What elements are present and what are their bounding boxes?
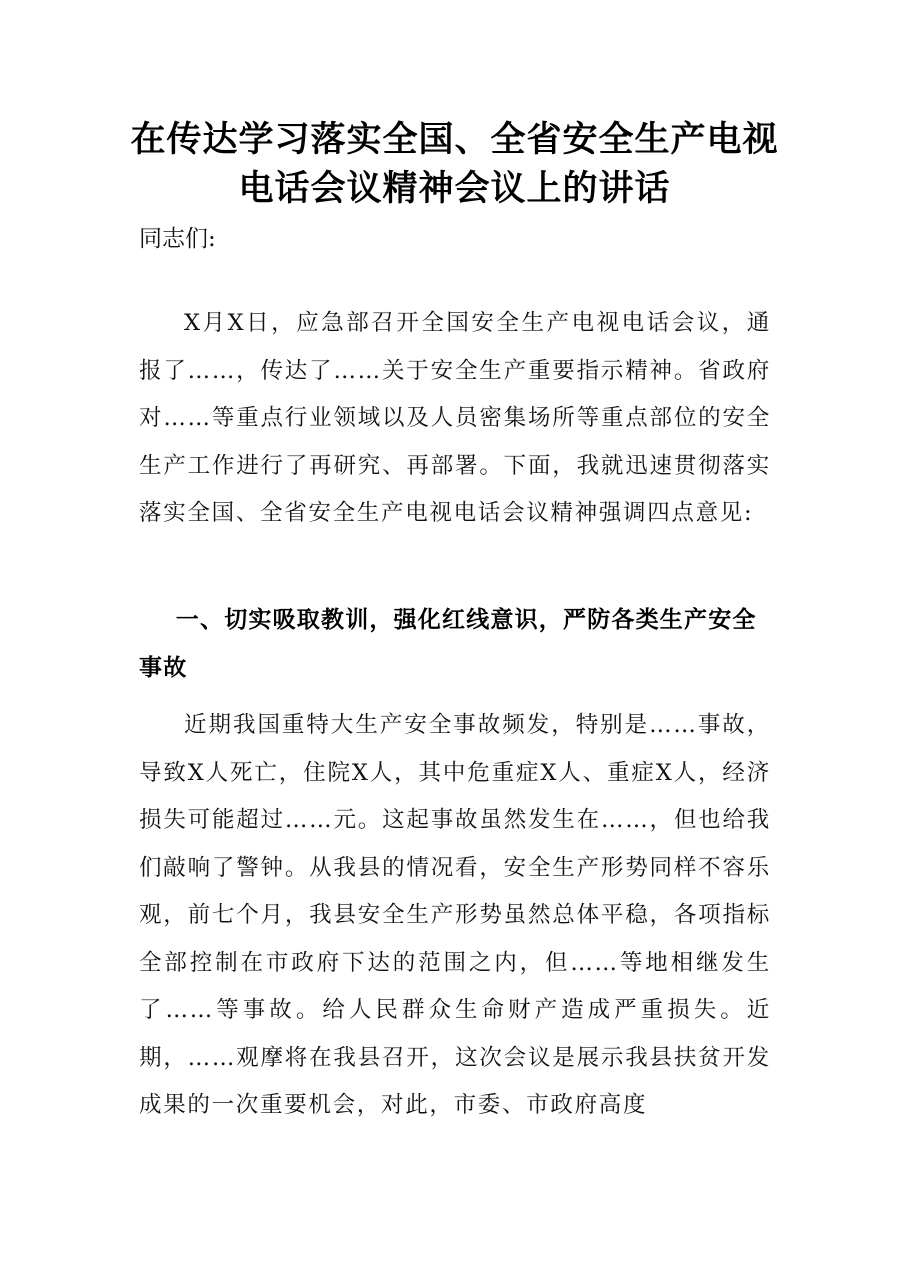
section-heading-1: 一、切实吸取教训，强化红线意识，严防各类生产安全事故 — [139, 606, 757, 681]
paragraph-section-1: 近期我国重特大生产安全事故频发，特别是……事故，导致X人死亡，住院X人，其中危重症X人、重症X人，经济损失可能超过……元。这起事故虽然发生在……，但也给我们敲响了警钟。从我县的情况看，安全生产形势同样不容乐观，前七个月，我县安全生产形势虽然总体平稳，各项指标全部控制在市政府下达的范围之内，但……等地相继发生了……等事故。给人民群众生命财产造成严重损失。近期，……观摩将在我县召开，这次会议是展示我县扶贫开发成果的一次重要机会，对此，市委、市政府高度 — [139, 712, 771, 1118]
document-title-line-1: 在传达学习落实全国、全省安全生产电视 — [130, 119, 779, 160]
document-title-line-2: 电话会议精神会议上的讲话 — [238, 168, 671, 209]
salutation: 同志们: — [139, 226, 216, 252]
paragraph-intro: X月X日，应急部召开全国安全生产电视电话会议，通报了……，传达了……关于安全生产重要指示精神。省政府对……等重点行业领域以及人员密集场所等重点部位的安全生产工作进行了再研究、再部署。下面，我就迅速贯彻落实落实全国、全省安全生产电视电话会议精神强调四点意见: — [139, 310, 771, 526]
